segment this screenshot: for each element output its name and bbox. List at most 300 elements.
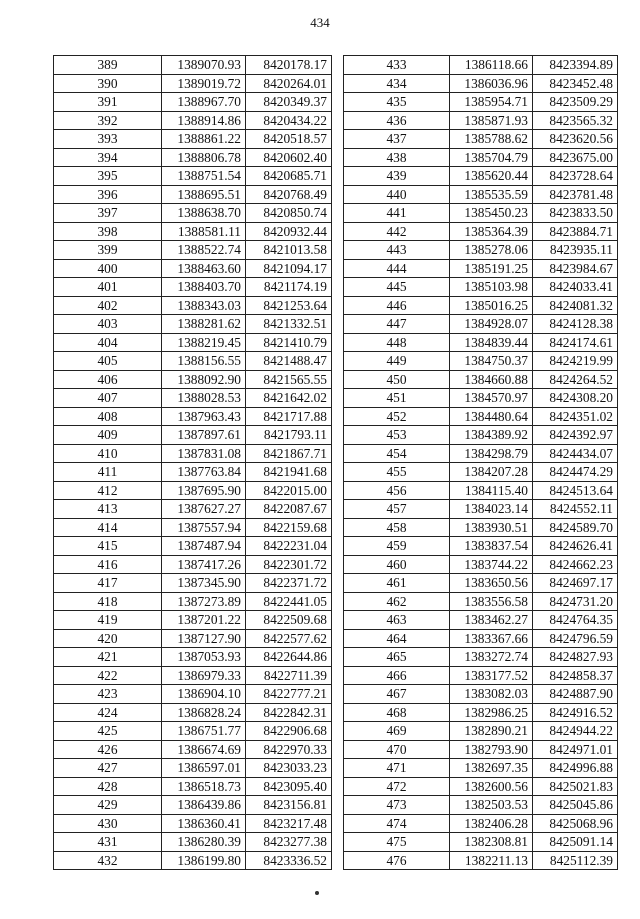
point-number-cell: 474 [344,814,450,833]
coordinate-table-right [343,55,618,870]
table-row [54,796,332,815]
point-number-cell: 435 [344,93,450,112]
table-row [54,185,332,204]
table-row [54,740,332,759]
table-row [344,241,618,260]
point-number-cell: 400 [54,259,162,278]
point-number-cell: 453 [344,426,450,445]
table-row [54,296,332,315]
x-coordinate-cell: 1383177.52 [450,666,533,685]
x-coordinate-cell: 1382890.21 [450,722,533,741]
table-row [344,796,618,815]
y-coordinate-cell: 8423565.32 [533,111,618,130]
x-coordinate-cell: 1386036.96 [450,74,533,93]
x-coordinate-cell: 1386979.33 [162,666,246,685]
table-row [344,722,618,741]
x-coordinate-cell: 1382697.35 [450,759,533,778]
table-row [54,685,332,704]
table-row [54,56,332,75]
point-number-cell: 440 [344,185,450,204]
point-number-cell: 407 [54,389,162,408]
table-row [54,463,332,482]
y-coordinate-cell: 8423728.64 [533,167,618,186]
x-coordinate-cell: 1384389.92 [450,426,533,445]
table-row [54,204,332,223]
point-number-cell: 443 [344,241,450,260]
x-coordinate-cell: 1383367.66 [450,629,533,648]
table-row [54,148,332,167]
table-row [344,592,618,611]
x-coordinate-cell: 1384480.64 [450,407,533,426]
table-row [54,814,332,833]
x-coordinate-cell: 1387053.93 [162,648,246,667]
x-coordinate-cell: 1385535.59 [450,185,533,204]
point-number-cell: 405 [54,352,162,371]
x-coordinate-cell: 1386439.86 [162,796,246,815]
x-coordinate-cell: 1382211.13 [450,851,533,870]
point-number-cell: 393 [54,130,162,149]
table-row [344,111,618,130]
y-coordinate-cell: 8424764.35 [533,611,618,630]
y-coordinate-cell: 8420349.37 [246,93,332,112]
table-row [344,315,618,334]
y-coordinate-cell: 8422441.05 [246,592,332,611]
point-number-cell: 473 [344,796,450,815]
table-row [54,93,332,112]
y-coordinate-cell: 8422371.72 [246,574,332,593]
table-row [344,296,618,315]
x-coordinate-cell: 1384023.14 [450,500,533,519]
x-coordinate-cell: 1385620.44 [450,167,533,186]
point-number-cell: 447 [344,315,450,334]
y-coordinate-cell: 8420768.49 [246,185,332,204]
coordinate-table-right-body [344,56,618,870]
table-row [344,851,618,870]
point-number-cell: 465 [344,648,450,667]
x-coordinate-cell: 1386904.10 [162,685,246,704]
y-coordinate-cell: 8423336.52 [246,851,332,870]
x-coordinate-cell: 1388219.45 [162,333,246,352]
point-number-cell: 425 [54,722,162,741]
y-coordinate-cell: 8421253.64 [246,296,332,315]
page-number: 434 [310,15,330,30]
x-coordinate-cell: 1387345.90 [162,574,246,593]
y-coordinate-cell: 8420932.44 [246,222,332,241]
x-coordinate-cell: 1387763.84 [162,463,246,482]
table-row [54,333,332,352]
point-number-cell: 455 [344,463,450,482]
x-coordinate-cell: 1388522.74 [162,241,246,260]
point-number-cell: 416 [54,555,162,574]
y-coordinate-cell: 8421013.58 [246,241,332,260]
x-coordinate-cell: 1386280.39 [162,833,246,852]
x-coordinate-cell: 1387963.43 [162,407,246,426]
point-number-cell: 448 [344,333,450,352]
point-number-cell: 476 [344,851,450,870]
x-coordinate-cell: 1386118.66 [450,56,533,75]
x-coordinate-cell: 1387487.94 [162,537,246,556]
x-coordinate-cell: 1383272.74 [450,648,533,667]
y-coordinate-cell: 8424128.38 [533,315,618,334]
y-coordinate-cell: 8421642.02 [246,389,332,408]
x-coordinate-cell: 1385016.25 [450,296,533,315]
y-coordinate-cell: 8424351.02 [533,407,618,426]
table-row [54,833,332,852]
x-coordinate-cell: 1388092.90 [162,370,246,389]
y-coordinate-cell: 8424474.29 [533,463,618,482]
x-coordinate-cell: 1386360.41 [162,814,246,833]
table-row [344,481,618,500]
y-coordinate-cell: 8420518.57 [246,130,332,149]
table-row [344,444,618,463]
x-coordinate-cell: 1388463.60 [162,259,246,278]
table-row [344,389,618,408]
x-coordinate-cell: 1388861.22 [162,130,246,149]
table-row [344,574,618,593]
x-coordinate-cell: 1383082.03 [450,685,533,704]
x-coordinate-cell: 1384298.79 [450,444,533,463]
point-number-cell: 454 [344,444,450,463]
table-row [344,333,618,352]
table-row [54,222,332,241]
x-coordinate-cell: 1387201.22 [162,611,246,630]
x-coordinate-cell: 1386518.73 [162,777,246,796]
table-row [54,703,332,722]
table-row [54,518,332,537]
y-coordinate-cell: 8423935.11 [533,241,618,260]
point-number-cell: 466 [344,666,450,685]
table-row [344,148,618,167]
point-number-cell: 403 [54,315,162,334]
table-row [344,278,618,297]
x-coordinate-cell: 1383556.58 [450,592,533,611]
x-coordinate-cell: 1384928.07 [450,315,533,334]
table-row [344,703,618,722]
point-number-cell: 415 [54,537,162,556]
point-number-cell: 445 [344,278,450,297]
point-number-cell: 409 [54,426,162,445]
table-row [344,740,618,759]
y-coordinate-cell: 8422015.00 [246,481,332,500]
y-coordinate-cell: 8424858.37 [533,666,618,685]
table-row [344,93,618,112]
table-row [344,74,618,93]
point-number-cell: 404 [54,333,162,352]
y-coordinate-cell: 8422906.68 [246,722,332,741]
x-coordinate-cell: 1382793.90 [450,740,533,759]
point-number-cell: 471 [344,759,450,778]
point-number-cell: 420 [54,629,162,648]
y-coordinate-cell: 8424827.93 [533,648,618,667]
point-number-cell: 441 [344,204,450,223]
scan-mark-dot [315,891,319,895]
table-row [344,370,618,389]
table-row [54,352,332,371]
table-row [344,185,618,204]
x-coordinate-cell: 1382406.28 [450,814,533,833]
table-row [344,814,618,833]
point-number-cell: 452 [344,407,450,426]
y-coordinate-cell: 8422577.62 [246,629,332,648]
y-coordinate-cell: 8424081.32 [533,296,618,315]
y-coordinate-cell: 8424944.22 [533,722,618,741]
point-number-cell: 394 [54,148,162,167]
y-coordinate-cell: 8424264.52 [533,370,618,389]
point-number-cell: 470 [344,740,450,759]
table-row [54,851,332,870]
y-coordinate-cell: 8422777.21 [246,685,332,704]
y-coordinate-cell: 8421717.88 [246,407,332,426]
table-row [54,407,332,426]
point-number-cell: 402 [54,296,162,315]
table-row [344,777,618,796]
table-row [54,74,332,93]
x-coordinate-cell: 1386597.01 [162,759,246,778]
x-coordinate-cell: 1386199.80 [162,851,246,870]
y-coordinate-cell: 8424887.90 [533,685,618,704]
x-coordinate-cell: 1382308.81 [450,833,533,852]
x-coordinate-cell: 1385103.98 [450,278,533,297]
table-row [54,370,332,389]
point-number-cell: 429 [54,796,162,815]
point-number-cell: 456 [344,481,450,500]
point-number-cell: 433 [344,56,450,75]
point-number-cell: 423 [54,685,162,704]
y-coordinate-cell: 8424392.97 [533,426,618,445]
point-number-cell: 459 [344,537,450,556]
y-coordinate-cell: 8424662.23 [533,555,618,574]
table-row [54,111,332,130]
x-coordinate-cell: 1384660.88 [450,370,533,389]
table-row [54,389,332,408]
x-coordinate-cell: 1384839.44 [450,333,533,352]
point-number-cell: 461 [344,574,450,593]
y-coordinate-cell: 8422644.86 [246,648,332,667]
point-number-cell: 462 [344,592,450,611]
x-coordinate-cell: 1386751.77 [162,722,246,741]
point-number-cell: 426 [54,740,162,759]
x-coordinate-cell: 1388751.54 [162,167,246,186]
x-coordinate-cell: 1388156.55 [162,352,246,371]
table-row [54,574,332,593]
y-coordinate-cell: 8421410.79 [246,333,332,352]
table-row [54,426,332,445]
x-coordinate-cell: 1383650.56 [450,574,533,593]
point-number-cell: 408 [54,407,162,426]
point-number-cell: 469 [344,722,450,741]
point-number-cell: 451 [344,389,450,408]
x-coordinate-cell: 1385450.23 [450,204,533,223]
x-coordinate-cell: 1388281.62 [162,315,246,334]
x-coordinate-cell: 1386828.24 [162,703,246,722]
table-row [54,315,332,334]
point-number-cell: 463 [344,611,450,630]
x-coordinate-cell: 1387273.89 [162,592,246,611]
y-coordinate-cell: 8423095.40 [246,777,332,796]
x-coordinate-cell: 1389070.93 [162,56,246,75]
y-coordinate-cell: 8424589.70 [533,518,618,537]
point-number-cell: 413 [54,500,162,519]
x-coordinate-cell: 1384207.28 [450,463,533,482]
table-row [54,167,332,186]
y-coordinate-cell: 8423833.50 [533,204,618,223]
table-row [344,463,618,482]
y-coordinate-cell: 8424971.01 [533,740,618,759]
point-number-cell: 417 [54,574,162,593]
point-number-cell: 389 [54,56,162,75]
point-number-cell: 398 [54,222,162,241]
table-row [54,555,332,574]
y-coordinate-cell: 8423156.81 [246,796,332,815]
table-row [54,500,332,519]
coordinate-table-left-body [54,56,332,870]
table-row [344,537,618,556]
point-number-cell: 391 [54,93,162,112]
y-coordinate-cell: 8424219.99 [533,352,618,371]
y-coordinate-cell: 8424033.41 [533,278,618,297]
table-row [54,278,332,297]
x-coordinate-cell: 1382986.25 [450,703,533,722]
table-row [54,130,332,149]
x-coordinate-cell: 1387695.90 [162,481,246,500]
y-coordinate-cell: 8423509.29 [533,93,618,112]
y-coordinate-cell: 8421332.51 [246,315,332,334]
x-coordinate-cell: 1388343.03 [162,296,246,315]
point-number-cell: 460 [344,555,450,574]
y-coordinate-cell: 8422509.68 [246,611,332,630]
point-number-cell: 422 [54,666,162,685]
point-number-cell: 446 [344,296,450,315]
y-coordinate-cell: 8420178.17 [246,56,332,75]
x-coordinate-cell: 1385364.39 [450,222,533,241]
y-coordinate-cell: 8425021.83 [533,777,618,796]
x-coordinate-cell: 1385704.79 [450,148,533,167]
y-coordinate-cell: 8425068.96 [533,814,618,833]
x-coordinate-cell: 1383744.22 [450,555,533,574]
point-number-cell: 436 [344,111,450,130]
x-coordinate-cell: 1384750.37 [450,352,533,371]
point-number-cell: 414 [54,518,162,537]
y-coordinate-cell: 8421094.17 [246,259,332,278]
point-number-cell: 432 [54,851,162,870]
point-number-cell: 450 [344,370,450,389]
point-number-cell: 411 [54,463,162,482]
y-coordinate-cell: 8424996.88 [533,759,618,778]
point-number-cell: 458 [344,518,450,537]
x-coordinate-cell: 1388967.70 [162,93,246,112]
point-number-cell: 437 [344,130,450,149]
y-coordinate-cell: 8424174.61 [533,333,618,352]
y-coordinate-cell: 8423984.67 [533,259,618,278]
table-row [344,685,618,704]
x-coordinate-cell: 1385278.06 [450,241,533,260]
table-row [344,833,618,852]
y-coordinate-cell: 8423277.38 [246,833,332,852]
table-row [54,241,332,260]
x-coordinate-cell: 1387897.61 [162,426,246,445]
x-coordinate-cell: 1387831.08 [162,444,246,463]
y-coordinate-cell: 8421488.47 [246,352,332,371]
y-coordinate-cell: 8423394.89 [533,56,618,75]
x-coordinate-cell: 1388806.78 [162,148,246,167]
point-number-cell: 397 [54,204,162,223]
y-coordinate-cell: 8422301.72 [246,555,332,574]
point-number-cell: 419 [54,611,162,630]
x-coordinate-cell: 1382600.56 [450,777,533,796]
x-coordinate-cell: 1383462.27 [450,611,533,630]
table-row [344,666,618,685]
y-coordinate-cell: 8420850.74 [246,204,332,223]
table-row [344,352,618,371]
x-coordinate-cell: 1389019.72 [162,74,246,93]
point-number-cell: 430 [54,814,162,833]
x-coordinate-cell: 1387417.26 [162,555,246,574]
point-number-cell: 424 [54,703,162,722]
y-coordinate-cell: 8424308.20 [533,389,618,408]
point-number-cell: 438 [344,148,450,167]
y-coordinate-cell: 8424916.52 [533,703,618,722]
point-number-cell: 395 [54,167,162,186]
x-coordinate-cell: 1383837.54 [450,537,533,556]
x-coordinate-cell: 1388638.70 [162,204,246,223]
table-row [344,204,618,223]
point-number-cell: 472 [344,777,450,796]
y-coordinate-cell: 8422970.33 [246,740,332,759]
x-coordinate-cell: 1388581.11 [162,222,246,241]
table-row [344,759,618,778]
x-coordinate-cell: 1384115.40 [450,481,533,500]
y-coordinate-cell: 8420602.40 [246,148,332,167]
table-row [54,759,332,778]
y-coordinate-cell: 8424697.17 [533,574,618,593]
table-row [54,592,332,611]
point-number-cell: 406 [54,370,162,389]
y-coordinate-cell: 8424513.64 [533,481,618,500]
table-row [344,407,618,426]
x-coordinate-cell: 1387127.90 [162,629,246,648]
point-number-cell: 418 [54,592,162,611]
x-coordinate-cell: 1383930.51 [450,518,533,537]
y-coordinate-cell: 8421867.71 [246,444,332,463]
x-coordinate-cell: 1387557.94 [162,518,246,537]
y-coordinate-cell: 8421941.68 [246,463,332,482]
x-coordinate-cell: 1384570.97 [450,389,533,408]
table-row [54,777,332,796]
table-row [344,518,618,537]
point-number-cell: 449 [344,352,450,371]
y-coordinate-cell: 8423781.48 [533,185,618,204]
table-row [54,629,332,648]
table-row [54,611,332,630]
y-coordinate-cell: 8425091.14 [533,833,618,852]
y-coordinate-cell: 8421565.55 [246,370,332,389]
coordinate-table-left [53,55,332,870]
y-coordinate-cell: 8422842.31 [246,703,332,722]
y-coordinate-cell: 8420264.01 [246,74,332,93]
table-row [54,481,332,500]
table-row [54,648,332,667]
x-coordinate-cell: 1388028.53 [162,389,246,408]
y-coordinate-cell: 8422087.67 [246,500,332,519]
point-number-cell: 467 [344,685,450,704]
x-coordinate-cell: 1388695.51 [162,185,246,204]
point-number-cell: 396 [54,185,162,204]
point-number-cell: 410 [54,444,162,463]
table-row [54,259,332,278]
table-row [344,56,618,75]
table-row [344,611,618,630]
y-coordinate-cell: 8423217.48 [246,814,332,833]
